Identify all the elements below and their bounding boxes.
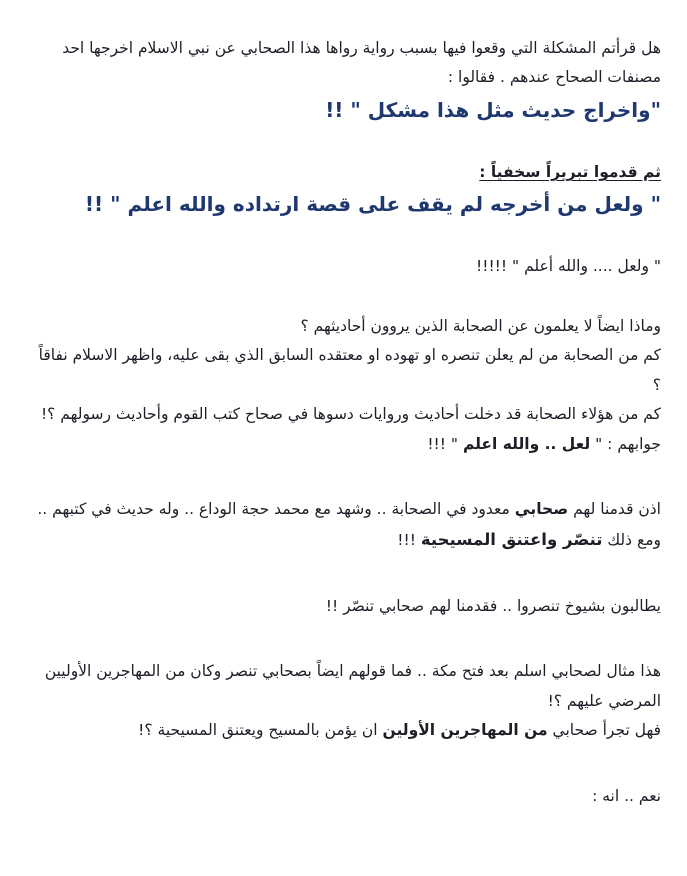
sahabi-middle: معدود في الصحابة .. وشهد مع محمد حجة الوداع .. وله حديث في كتبهم .. ومع ذلك: [37, 499, 661, 550]
dare-prefix: فهل تجرأ صحابي: [547, 721, 661, 740]
dare-bold-phrase: من المهاجرين الأولين: [382, 721, 548, 740]
laal-mock-line: " ولعل .... والله أعلم " !!!!!: [476, 257, 661, 276]
sahabi-paragraph: [28, 495, 661, 556]
sahabi-bold-conversion: تنصّر واعتنق المسيحية: [420, 530, 603, 550]
sahabi-prefix: اذن قدمنا لهم: [568, 499, 661, 518]
answer-line: [28, 430, 661, 459]
dare-suffix: ان يؤمن بالمسيح ويعتنق المسيحية ؟!: [138, 721, 383, 740]
quote-laalla: " ولعل من أخرجه لم يقف على قصة ارتداده والله اعلم " !!: [84, 192, 661, 217]
answer-suffix: " !!!: [427, 434, 463, 453]
question-3: كم من هؤلاء الصحابة قد دخلت أحاديث وروايات دسوها في صحاح كتب القوم وأحاديث رسولهم ؟!: [40, 405, 661, 424]
demand-line: يطالبون بشيوخ تنصروا .. فقدمنا لهم صحابي تنصّر !!: [325, 596, 661, 615]
justification-intro: ثم قدموا تبريراً سخفياً :: [479, 162, 661, 181]
sahabi-bold-word: صحابي: [514, 499, 569, 518]
intro-paragraph: هل قرأتم المشكلة التي وقعوا فيها بسبب رواية رواها هذا الصحابي عن نبي الاسلام اخرجها احد مصنفات الصحاح عندهم . فقالوا :: [62, 39, 661, 87]
example-paragraph: هذا مثال لصحابي اسلم بعد فتح مكة .. فما قولهم ايضاً بصحابي تنصر وكان من المهاجرين الأوليين المرضي عليهم ؟!: [44, 662, 661, 710]
question-2: كم من الصحابة من لم يعلن تنصره او تهوده او معتقده السابق الذي بقى عليه، واظهر الاسلام نفاقاً ؟: [38, 346, 661, 394]
question-1: وماذا ايضاً لا يعلمون عن الصحابة الذين يروون أحاديثهم ؟: [300, 316, 661, 335]
closing-line: نعم .. انه :: [592, 786, 661, 805]
sahabi-tail: !!!: [397, 531, 421, 550]
dare-question: [28, 716, 661, 745]
quote-mushkil: "واخراج حديث مثل هذا مشكل " !!: [325, 97, 661, 122]
answer-bold-phrase: لعل .. والله اعلم: [462, 434, 591, 453]
answer-prefix: جوابهم : ": [590, 434, 661, 453]
